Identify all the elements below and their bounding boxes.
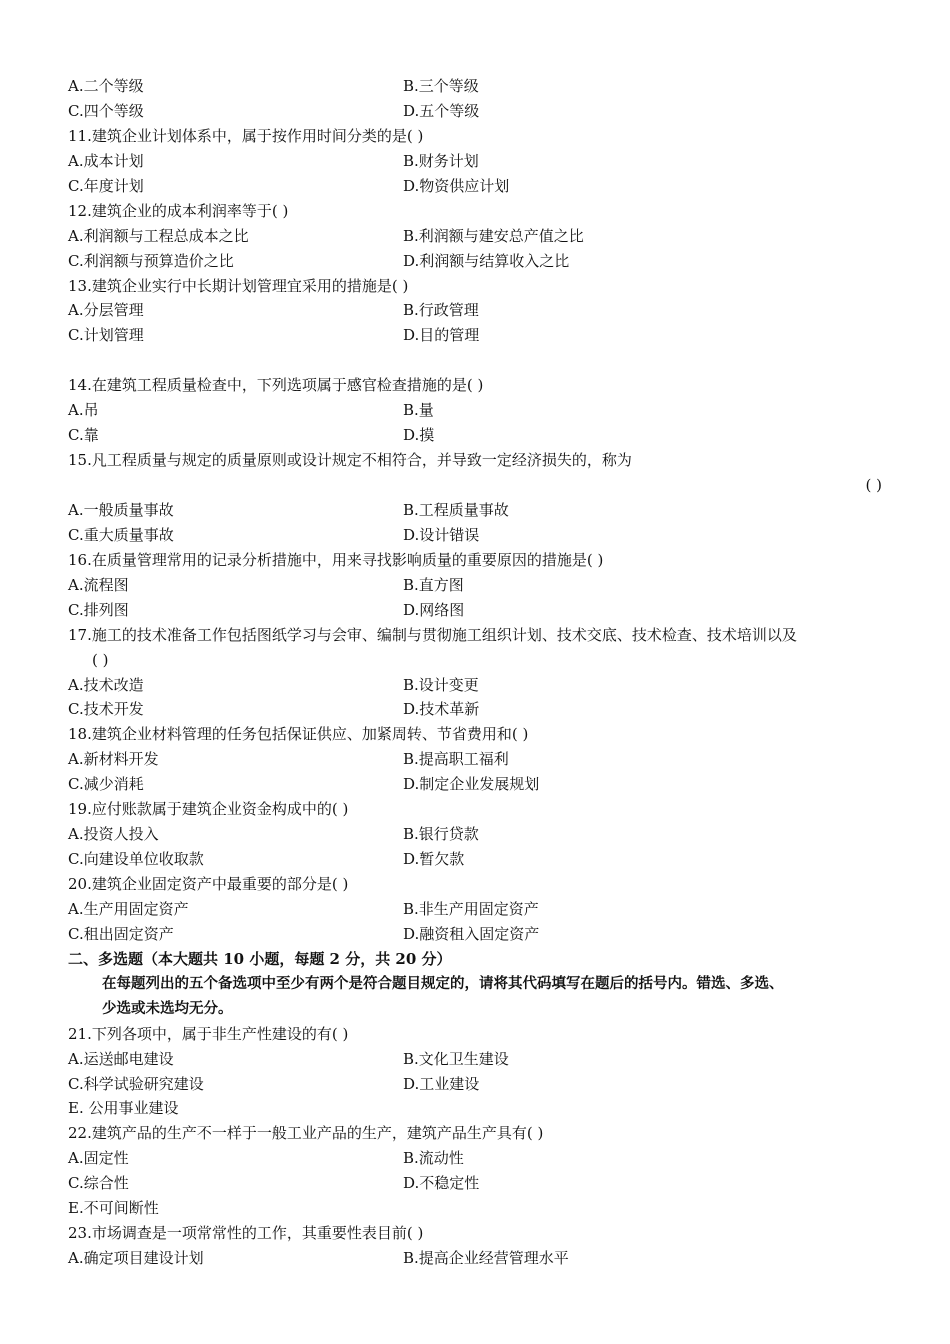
option-c: C.租出固定资产 <box>68 924 174 943</box>
option-row <box>0 323 950 348</box>
question-20: 20.建筑企业固定资产中最重要的部分是( ) <box>68 875 349 893</box>
option-row <box>0 822 950 847</box>
option-b: B.提高企业经营管理水平 <box>403 1249 569 1268</box>
option-a: A.新材料开发 <box>68 750 159 769</box>
option-b: B.提高职工福利 <box>403 750 509 769</box>
option-a: A.确定项目建设计划 <box>68 1249 204 1268</box>
answer-paren-row <box>0 473 950 498</box>
option-d: D.目的管理 <box>403 326 480 345</box>
question-14: 14.在建筑工程质量检查中，下列选项属于感官检查措施的是( ) <box>68 376 484 395</box>
question-13: 13.建筑企业实行中长期计划管理宜采用的措施是( ) <box>68 276 409 295</box>
option-c: C.四个等级 <box>68 101 144 120</box>
question-11: 11.建筑企业计划体系中，属于按作用时间分类的是( ) <box>68 126 424 145</box>
option-a: A.吊 <box>68 401 99 420</box>
option-d: D.设计错误 <box>403 525 480 544</box>
option-c: C.科学试验研究建设 <box>68 1074 204 1093</box>
option-row <box>0 523 950 548</box>
option-b: B.三个等级 <box>403 77 479 95</box>
option-c: C.综合性 <box>68 1174 129 1193</box>
option-row <box>0 1072 950 1097</box>
answer-paren: ( ) <box>92 650 109 669</box>
spacer <box>0 348 950 373</box>
option-row <box>0 772 950 797</box>
option-row <box>0 1246 950 1271</box>
question-17: 17.施工的技术准备工作包括图纸学习与会审、编制与贯彻施工组织计划、技术交底、技术检查、技术培训以及 <box>68 625 797 644</box>
option-c: C.年度计划 <box>68 176 144 195</box>
option-a: A.生产用固定资产 <box>68 899 189 918</box>
option-d: D.工业建设 <box>403 1074 480 1093</box>
question-19: 19.应付账款属于建筑企业资金构成中的( ) <box>68 800 349 819</box>
option-b: B.直方图 <box>403 575 464 594</box>
section-heading: 二、多选题（本大题共 10 小题，每题 2 分，共 20 分） <box>68 949 452 968</box>
question-18: 18.建筑企业材料管理的任务包括保证供应、加紧周转、节省费用和( ) <box>68 725 529 744</box>
option-row <box>0 573 950 598</box>
option-row <box>0 249 950 274</box>
option-a: A.技术改造 <box>68 675 144 694</box>
question-16: 16.在质量管理常用的记录分析措施中，用来寻找影响质量的重要原因的措施是( ) <box>68 550 604 569</box>
option-row <box>0 298 950 323</box>
option-c: C.利润额与预算造价之比 <box>68 251 234 270</box>
option-c: C.减少消耗 <box>68 775 144 794</box>
answer-paren: ( ) <box>865 476 882 494</box>
option-row <box>0 174 950 199</box>
section-instructions: 在每题列出的五个备选项中至少有两个是符合题目规定的，请将其代码填写在题后的括号内。错选、多选、 <box>102 974 784 992</box>
option-b: B.利润额与建安总产值之比 <box>403 226 584 245</box>
option-row <box>0 747 950 772</box>
option-d: D.技术革新 <box>403 700 480 719</box>
option-d: D.利润额与结算收入之比 <box>403 251 570 270</box>
option-a: A.固定性 <box>68 1149 129 1168</box>
option-a: A.流程图 <box>68 575 129 594</box>
option-row <box>0 74 950 99</box>
option-c: C.技术开发 <box>68 700 144 719</box>
option-row <box>0 224 950 249</box>
option-c: C.靠 <box>68 426 99 445</box>
option-row <box>0 598 950 623</box>
option-row <box>0 1171 950 1196</box>
option-c: C.计划管理 <box>68 326 144 345</box>
option-b: B.工程质量事故 <box>403 500 509 519</box>
question-22: 22.建筑产品的生产不一样于一般工业产品的生产，建筑产品生产具有( ) <box>68 1124 544 1143</box>
option-b: B.设计变更 <box>403 675 479 694</box>
option-row <box>0 697 950 722</box>
option-d: D.融资租入固定资产 <box>403 924 540 943</box>
option-d: D.网络图 <box>403 600 465 619</box>
option-row <box>0 847 950 872</box>
option-row <box>0 398 950 423</box>
option-b: B.文化卫生建设 <box>403 1049 509 1068</box>
option-d: D.不稳定性 <box>403 1174 480 1193</box>
option-d: D.暂欠款 <box>403 850 465 869</box>
option-a: A.二个等级 <box>68 77 144 95</box>
option-b: B.量 <box>403 401 434 420</box>
option-b: B.财务计划 <box>403 151 479 170</box>
exam-page <box>0 74 950 1271</box>
option-b: B.行政管理 <box>403 301 479 320</box>
question-21: 21.下列各项中，属于非生产性建设的有( ) <box>68 1024 349 1043</box>
option-row <box>0 1047 950 1072</box>
option-e: E.不可间断性 <box>68 1199 159 1218</box>
option-d: D.五个等级 <box>403 101 480 120</box>
option-b: B.流动性 <box>403 1149 464 1168</box>
option-c: C.排列图 <box>68 600 129 619</box>
option-row <box>0 423 950 448</box>
option-row <box>0 1146 950 1171</box>
option-row <box>0 673 950 698</box>
option-row <box>0 897 950 922</box>
option-b: B.非生产用固定资产 <box>403 899 539 918</box>
question-23: 23.市场调查是一项常常性的工作，其重要性表目前( ) <box>68 1224 424 1243</box>
option-row <box>0 498 950 523</box>
question-15: 15.凡工程质量与规定的质量原则或设计规定不相符合，并导致一定经济损失的，称为 <box>68 451 632 470</box>
option-c: C.重大质量事故 <box>68 525 174 544</box>
option-b: B.银行贷款 <box>403 825 479 844</box>
option-e: E. 公用事业建设 <box>68 1099 179 1118</box>
option-a: A.分层管理 <box>68 301 144 320</box>
option-row <box>0 99 950 124</box>
option-a: A.成本计划 <box>68 151 144 170</box>
question-12: 12.建筑企业的成本利润率等于( ) <box>68 201 289 220</box>
option-a: A.投资人投入 <box>68 825 159 844</box>
option-a: A.运送邮电建设 <box>68 1049 174 1068</box>
option-row <box>0 922 950 947</box>
option-d: D.摸 <box>403 426 435 445</box>
option-row <box>0 149 950 174</box>
option-d: D.制定企业发展规划 <box>403 775 540 794</box>
option-a: A.利润额与工程总成本之比 <box>68 226 249 245</box>
option-d: D.物资供应计划 <box>403 176 510 195</box>
option-a: A.一般质量事故 <box>68 500 174 519</box>
section-instructions-cont: 少选或未选均无分。 <box>102 999 233 1017</box>
option-c: C.向建设单位收取款 <box>68 850 204 869</box>
